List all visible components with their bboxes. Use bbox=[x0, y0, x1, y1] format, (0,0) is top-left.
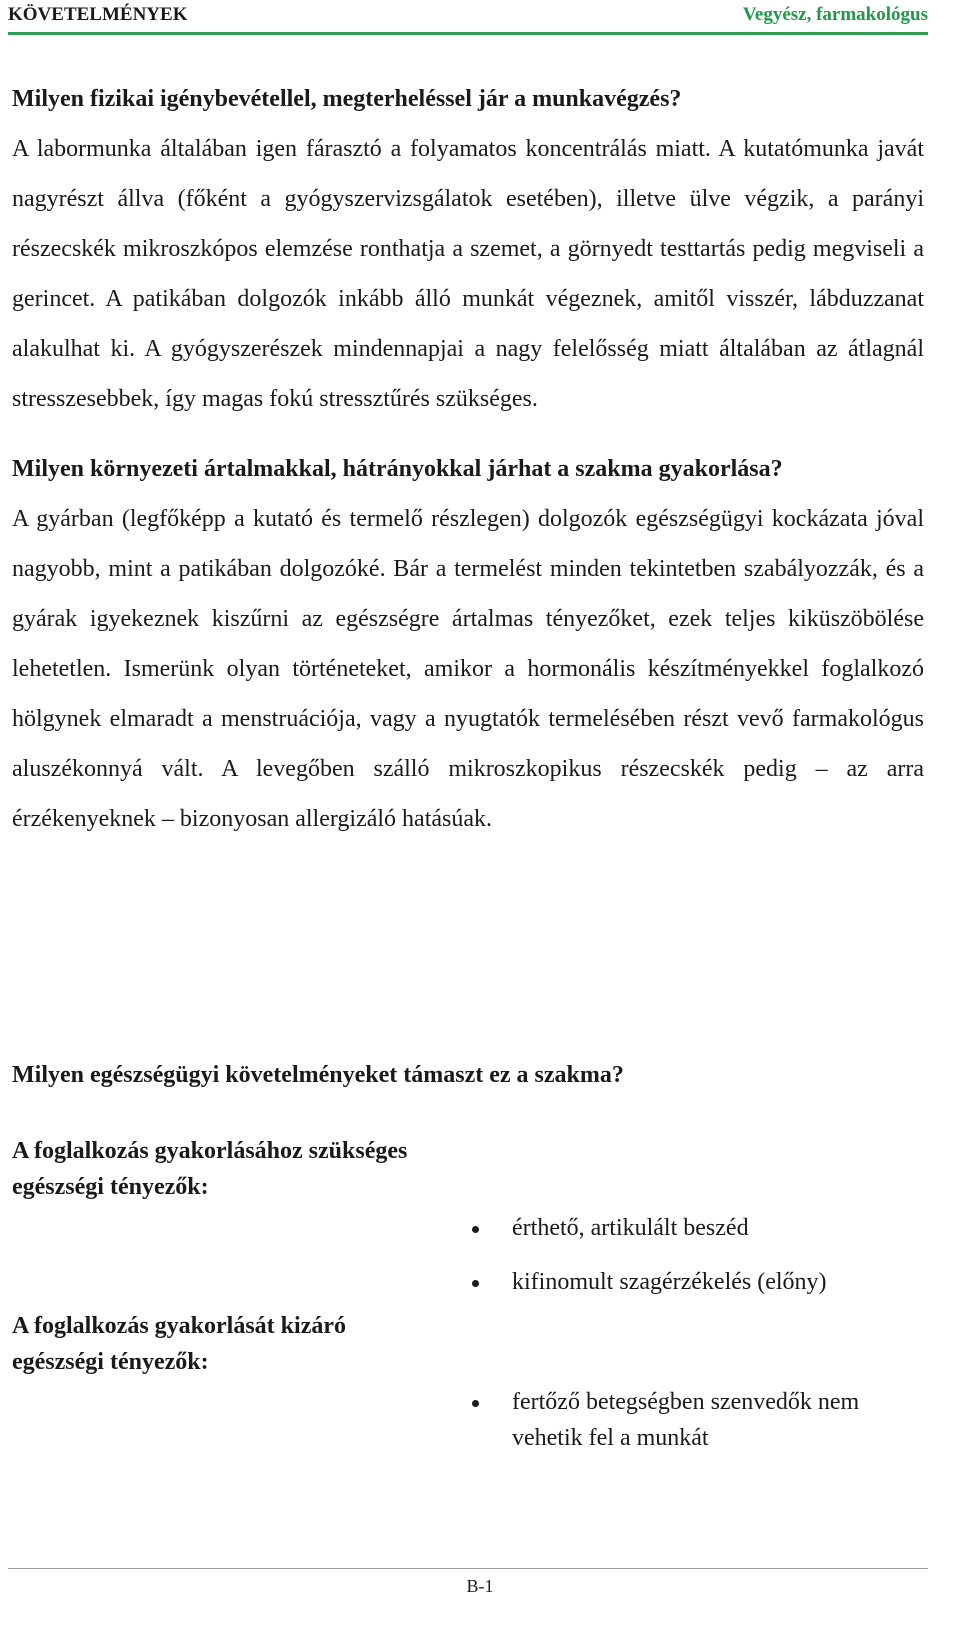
list-item-text: fertőző betegségben szenvedők nem vehetik fel a munkát bbox=[512, 1389, 860, 1451]
header-profession-title: Vegyész, farmakológus bbox=[742, 4, 928, 25]
list-item bbox=[472, 1264, 922, 1300]
list-item bbox=[472, 1210, 922, 1246]
page-number: B-1 bbox=[466, 1576, 494, 1596]
section-heading: Milyen fizikai igénybevétellel, megterheléssel jár a munkavégzés? bbox=[12, 86, 682, 112]
bullet-icon bbox=[472, 1280, 479, 1287]
header-divider bbox=[8, 32, 928, 35]
page-header bbox=[8, 0, 928, 34]
excluding-factors-label: A foglalkozás gyakorlását kizáró egészségi tényezők: bbox=[12, 1313, 346, 1375]
list-item-text: kifinomult szagérzékelés (előny) bbox=[512, 1269, 827, 1295]
footer-divider bbox=[8, 1568, 928, 1569]
health-requirements-heading: Milyen egészségügyi követelményeket támaszt ez a szakma? bbox=[12, 1062, 624, 1088]
bullet-icon bbox=[472, 1400, 479, 1407]
section-body: A gyárban (legfőképp a kutató és termelő részlegen) dolgozók egészségügyi kockázata jóval nagyobb, mint a patikában dolgozóké. Bár a termelést minden tekintetben szabályozzák, és a gyárak igyekeznek kiszűrni az egészségre ártalmas tényezőket, ezek teljes kiküszöbölése lehetetlen. Ismerünk olyan történeteket, amikor a hormonális készítményekkel foglalkozó hölgynek elmaradt a menstruációja, vagy a nyugtatók termelésében részt vevő farmakológus aluszékonnyá vált. A levegőben szálló mikroszkopikus részecskék pedig – az arra érzékenyeknek – bizonyosan allergizáló hatásúak. bbox=[12, 506, 924, 832]
header-section-title: KÖVETELMÉNYEK bbox=[8, 4, 188, 25]
section-physical-load bbox=[12, 74, 924, 424]
section-body: A labormunka általában igen fárasztó a folyamatos koncentrálás miatt. A kutatómunka javát nagyrészt állva (főként a gyógyszervizsgálatok esetében), illetve ülve végzik, a parányi részecskék mikroszkópos elemzése ronthatja a szemet, a görnyedt testtartás pedig megviseli a gerincet. A patikában dolgozók inkább álló munkát végeznek, amitől visszér, lábduzzanat alakulhat ki. A gyógyszerészek mindennapjai a nagy felelősség miatt általában az átlagnál stresszesebbek, így magas fokú stressztűrés szükséges. bbox=[12, 136, 924, 412]
bullet-icon bbox=[472, 1226, 479, 1233]
section-heading: Milyen környezeti ártalmakkal, hátrányokkal járhat a szakma gyakorlása? bbox=[12, 456, 783, 482]
section-environmental-harm bbox=[12, 444, 924, 844]
required-factors-label: A foglalkozás gyakorlásához szükséges egészségi tényezők: bbox=[12, 1138, 408, 1200]
main-content bbox=[12, 74, 924, 864]
list-item bbox=[472, 1384, 922, 1456]
list-item-text: érthető, artikulált beszéd bbox=[512, 1215, 749, 1241]
